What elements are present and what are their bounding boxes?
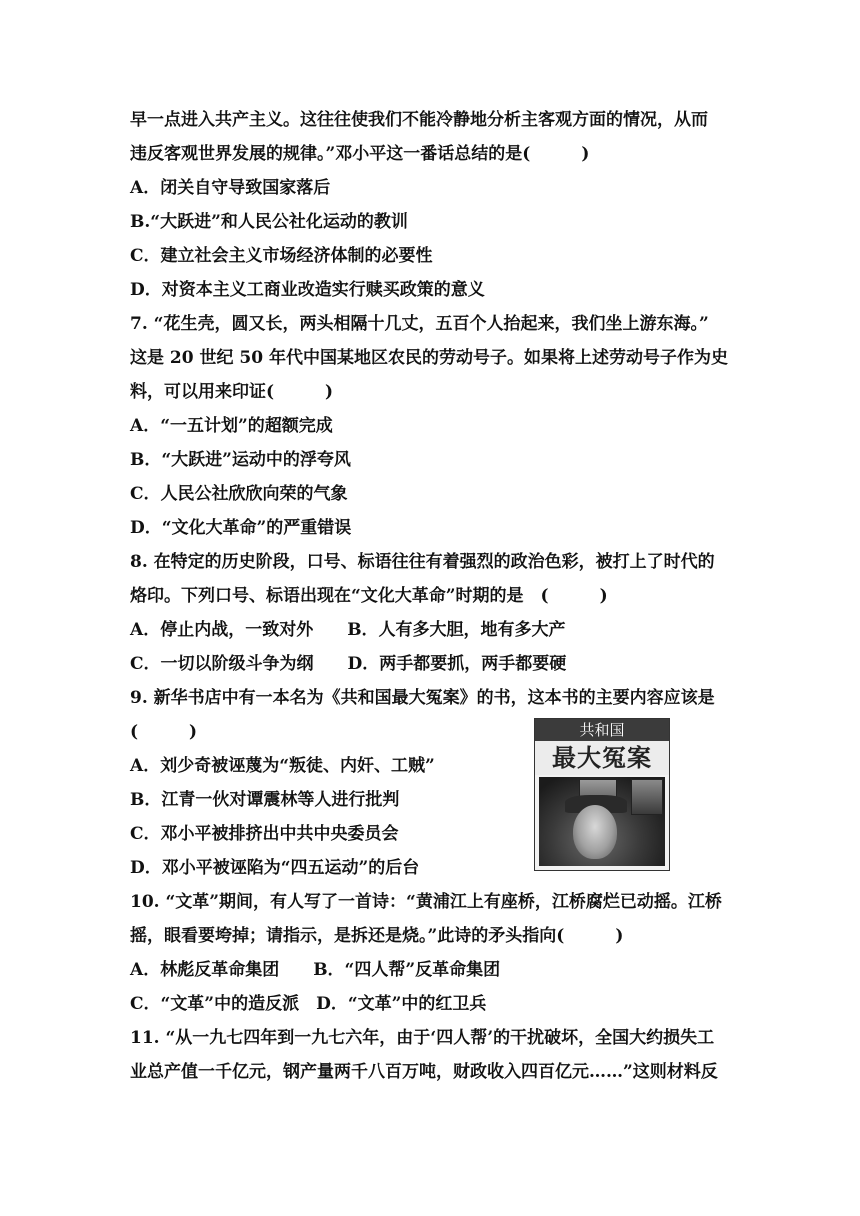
cover-portrait-face (573, 805, 617, 859)
answer-option: A．“一五计划”的超额完成 (130, 416, 333, 436)
book-cover-image (534, 718, 670, 871)
answer-option: D．对资本主义工商业改造实行赎买政策的意义 (130, 280, 485, 300)
question-line: 7. “花生壳，圆又长，两头相隔十几丈，五百个人抬起来，我们坐上游东海。” (130, 314, 709, 334)
answer-option: B．“大跃进”运动中的浮夸风 (130, 450, 351, 470)
question-line: ( ) (130, 722, 198, 742)
cover-inset-photo (631, 779, 663, 815)
question-line: 业总产值一千亿元，钢产量两千八百万吨，财政收入四百亿元……”这则材料反 (130, 1062, 718, 1082)
answer-option: C．“文革”中的造反派 D．“文革”中的红卫兵 (130, 994, 487, 1014)
answer-option: C．人民公社欣欣向荣的气象 (130, 484, 348, 504)
question-line: 8. 在特定的历史阶段，口号、标语往往有着强烈的政治色彩，被打上了时代的 (130, 552, 715, 572)
answer-option: C．建立社会主义市场经济体制的必要性 (130, 246, 433, 266)
question-line: 摇，眼看要垮掉；请指示，是拆还是烧。”此诗的矛头指向( ) (130, 926, 624, 946)
answer-option: A．闭关自守导致国家落后 (130, 178, 331, 198)
question-line: 11. “从一九七四年到一九七六年，由于‘四人帮’的干扰破坏，全国大约损失工 (130, 1028, 715, 1048)
book-cover-title: 最大冤案 (535, 741, 669, 775)
question-line: 料，可以用来印证( ) (130, 382, 334, 402)
answer-option: C．邓小平被排挤出中共中央委员会 (130, 824, 399, 844)
answer-option: D．“文化大革命”的严重错误 (130, 518, 352, 538)
answer-option: B．江青一伙对谭震林等人进行批判 (130, 790, 400, 810)
question-line: 9. 新华书店中有一本名为《共和国最大冤案》的书，这本书的主要内容应该是 (130, 688, 715, 708)
question-line: 这是 20 世纪 50 年代中国某地区农民的劳动号子。如果将上述劳动号子作为史 (130, 348, 728, 368)
answer-option: A．刘少奇被诬蔑为“叛徒、内奸、工贼” (130, 756, 435, 776)
question-line: 10. “文革”期间，有人写了一首诗：“黄浦江上有座桥，江桥腐烂已动摇。江桥 (130, 892, 722, 912)
question-line: 烙印。下列口号、标语出现在“文化大革命”时期的是 ( ) (130, 586, 608, 606)
question-line: 早一点进入共产主义。这往往使我们不能冷静地分析主客观方面的情况，从而 (130, 110, 708, 130)
answer-option: D．邓小平被诬陷为“四五运动”的后台 (130, 858, 420, 878)
book-cover-top-text: 共和国 (535, 719, 669, 741)
answer-option: A．停止内战，一致对外 B．人有多大胆，地有多大产 (130, 620, 566, 640)
question-line: 违反客观世界发展的规律。”邓小平这一番话总结的是( ) (130, 144, 590, 164)
book-cover-photo (539, 777, 665, 866)
answer-option: B.“大跃进”和人民公社化运动的教训 (130, 212, 408, 232)
answer-option: C．一切以阶级斗争为纲 D．两手都要抓，两手都要硬 (130, 654, 567, 674)
answer-option: A．林彪反革命集团 B．“四人帮”反革命集团 (130, 960, 501, 980)
